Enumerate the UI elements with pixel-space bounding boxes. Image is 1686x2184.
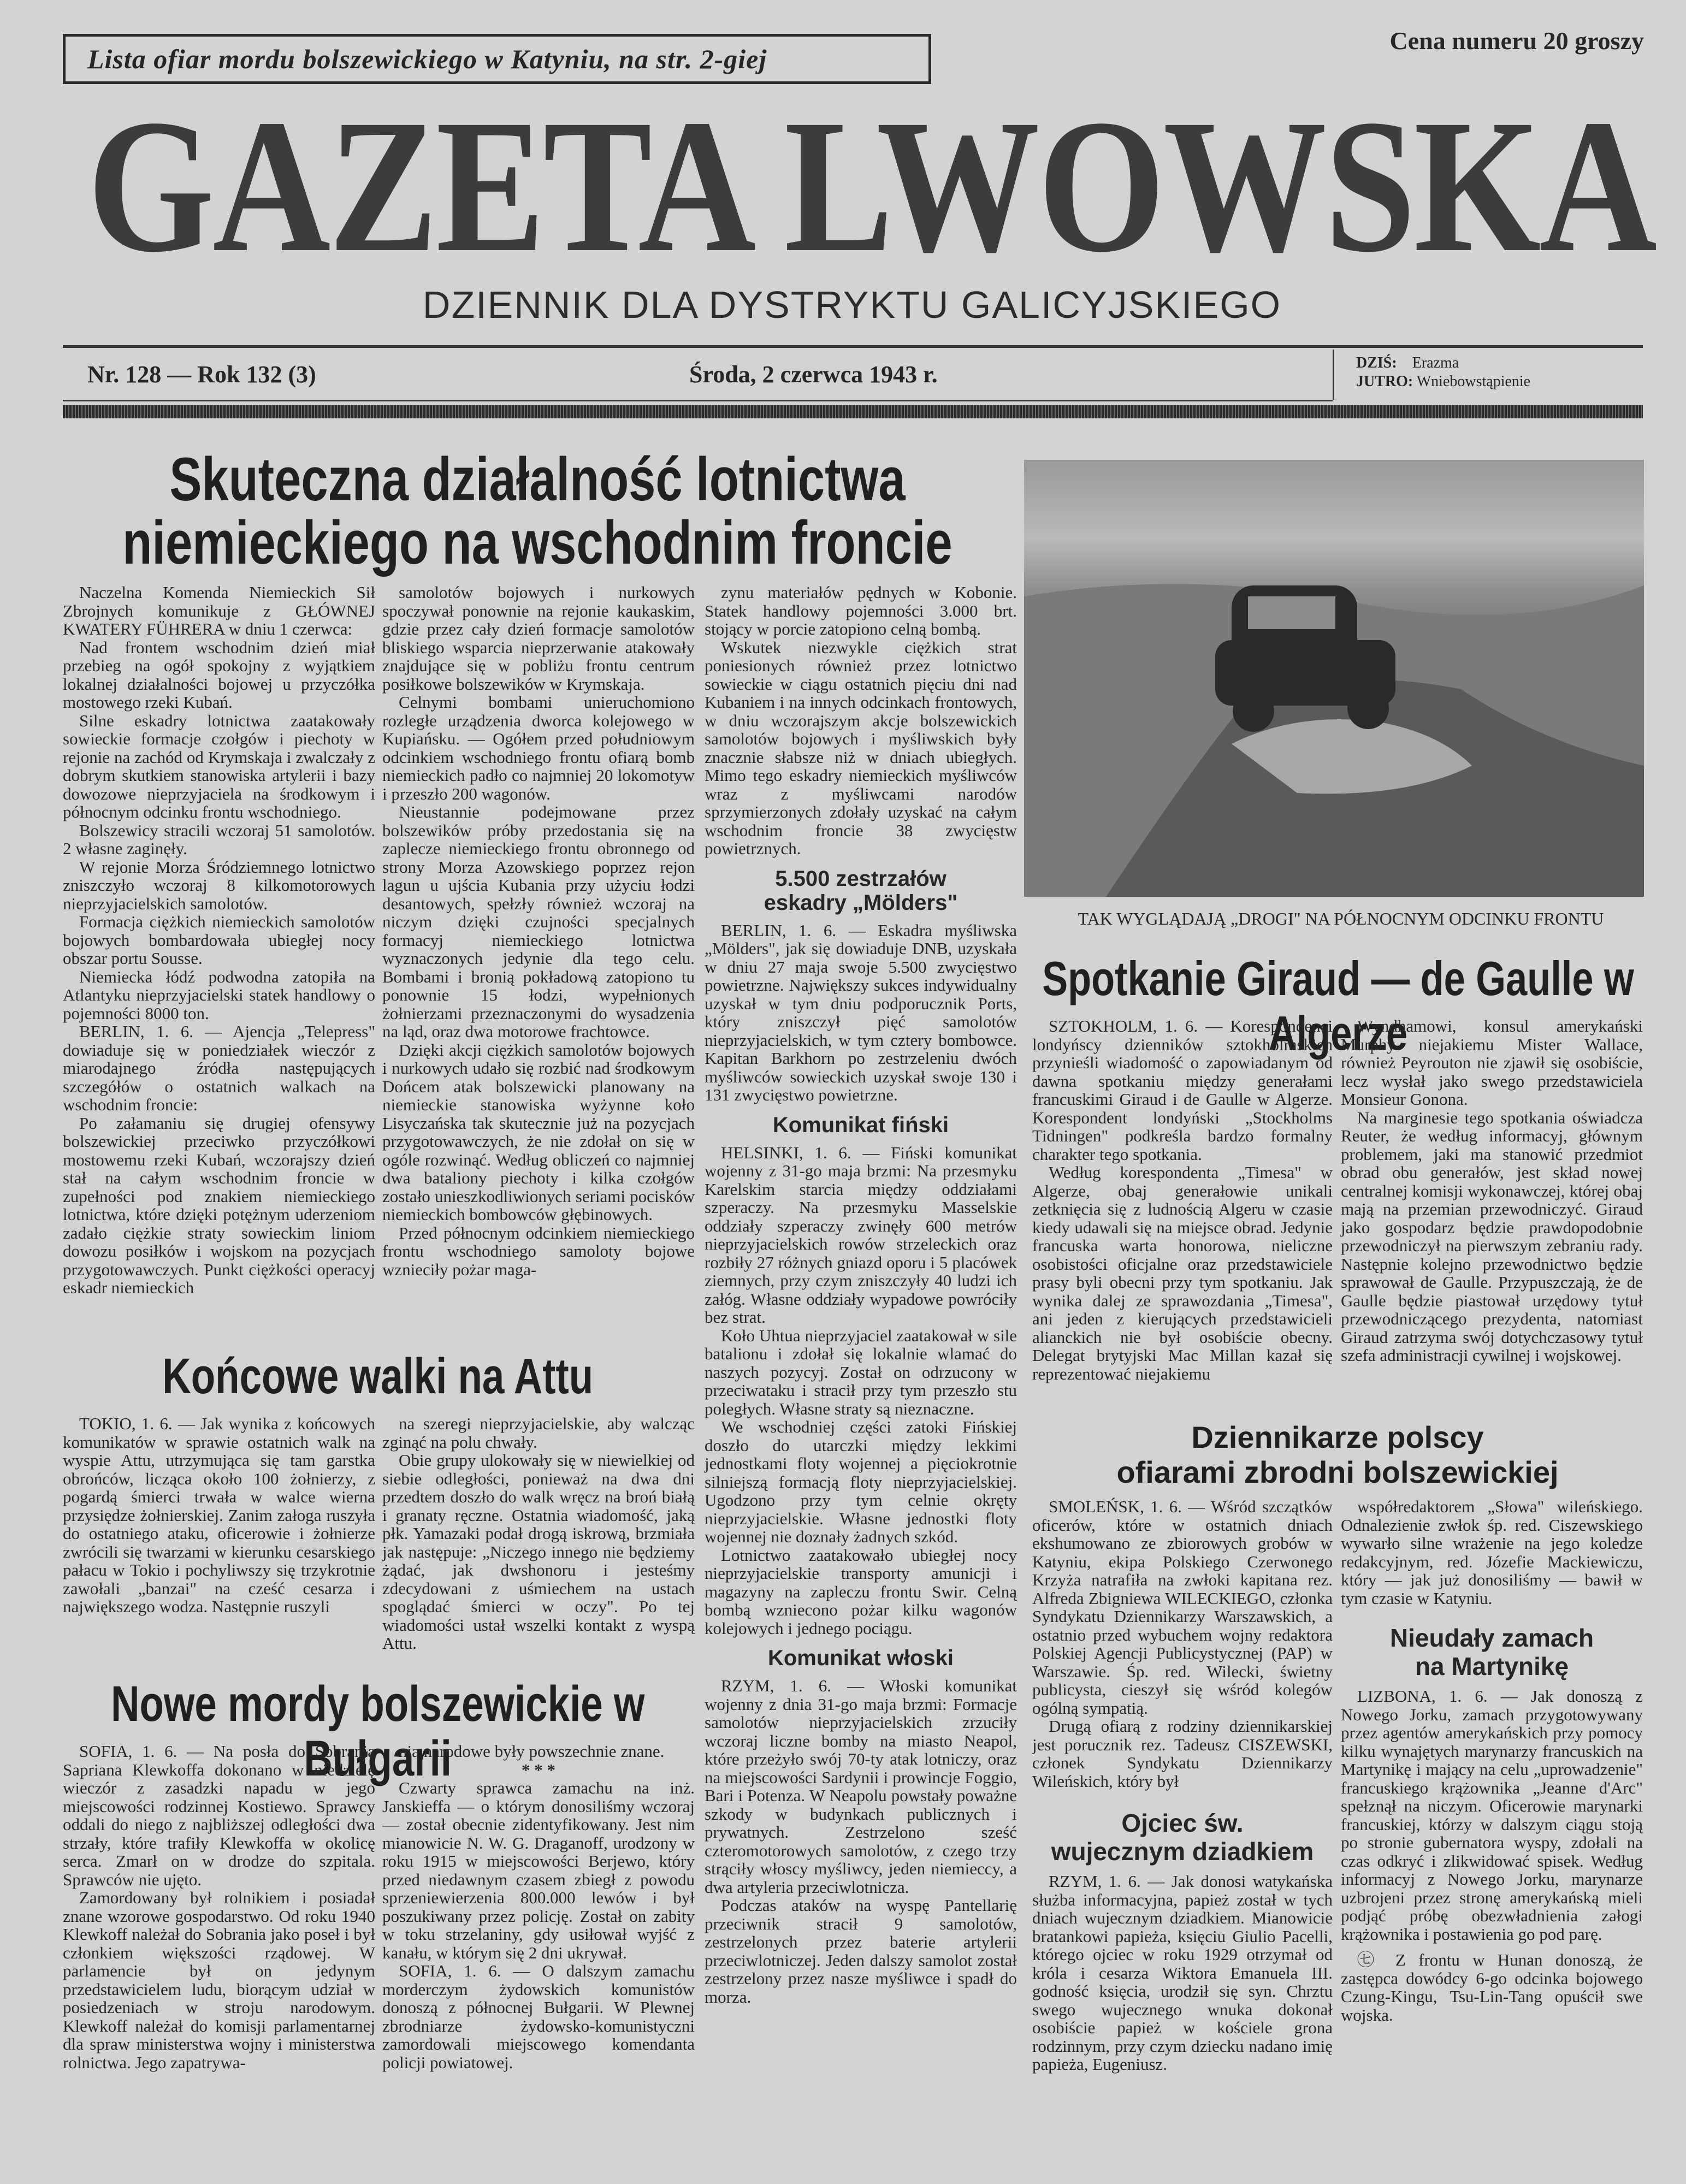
journalists-headline [1032, 1420, 1643, 1490]
paragraph: Przed północnym odcinkiem niemieckiego frontu wschodniego samoloty bojowe wznieciły pożar maga- [382, 1223, 695, 1279]
paragraph: RZYM, 1. 6. — Włoski komunikat wojenny z dnia 31-go maja brzmi: Formacje samolotów nieprzyjacielskich zrzuciły wczoraj liczne bomby na miasto Neapol, które przeżyło swój 70-ty atak lotniczy, oraz na miejscowości Sardynii i prowincje Foggio, Bari i Potenza. W Neapolu powstały poważne szkody w budynkach publicznych i prywatnych. Zestrzelono sześć czteromotorowych samolotów, z czego trzy strąciły włoscy myśliwcy, jeden niemieccy, a dwa artyleria przeciwlotnicza. [705, 1676, 1017, 1897]
finnish-text [705, 1144, 1017, 1638]
paragraph: Podczas ataków na wyspę Pantellarię przeciwnik stracił 9 samolotów, zestrzelonych przez baterie artylerii przeciwlotniczej. Jeden dalszy samolot został zestrzelony przez nasze myśliwce i spadł do morza. [705, 1896, 1017, 2007]
main-col-2 [382, 583, 695, 1279]
right-col-b [1341, 1498, 1643, 2024]
paragraph: Koło Uhtua nieprzyjaciel zaatakował w sile batalionu i zdołał się lokalnie wlamać do naszych pozycyj. Został on odrzucony w przeciwataku i stracił przy tym przeszło stu poległych. Własne straty są nieznaczne. [705, 1325, 1017, 1418]
headline-line: na Martynikę [1415, 1652, 1569, 1680]
headline-line: Ojciec św. [1121, 1809, 1244, 1837]
divider [63, 345, 1643, 348]
bulgaria-col-2 [382, 1742, 695, 2071]
today-saint: Erazma [1412, 354, 1459, 371]
divider [63, 400, 1333, 401]
paragraph: Drugą ofiarą z rodziny dziennikarskiej jest porucznik rez. Tadeusz CISZEWSKI, członek Syndykatu Dziennikarzy Wileńskich, który był [1032, 1717, 1333, 1791]
tomorrow-saint: Wniebowstąpienie [1416, 373, 1531, 390]
giraud-col-b [1341, 1017, 1643, 1365]
attu-headline: Końcowe walki na Attu [162, 1348, 594, 1404]
paragraph: BERLIN, 1. 6. — Eskadra myśliwska „Mölders", jak się dowiaduje DNB, uzyskała w dniu 27 maja swoje 5.500 zwycięstwo powietrzne. Największy sukces indywidualny uzyskał w tym dniu podporucznik Ports, który zniszczył pięć samolotów nieprzyjacielskich, w tym cztery bombowce. Kapitan Barkhorn po zestrzeleniu dwóch myśliwców sowieckich uzyskał swoje 130 i 131 zwycięstwo powietrzne. [705, 920, 1017, 1104]
bulgaria-col-1 [63, 1742, 375, 2071]
attu-col-2 [382, 1414, 695, 1653]
pope-headline [1032, 1809, 1333, 1866]
right-col-a [1032, 1498, 1333, 2074]
saints-box [1333, 350, 1643, 400]
issue-number: Nr. 128 — Rok 132 (3) [87, 361, 316, 388]
masthead-subtitle: DZIENNIK DLA DYSTRYKTU GALICYJSKIEGO [422, 283, 1282, 326]
paragraph: Nad frontem wschodnim dzień miał przebieg na ogół spokojny z wyjątkiem lokalnej działalności bojowej u przyczółka mostowego rzeki Kubań. [63, 637, 375, 712]
paragraph: SOFIA, 1. 6. — Na posła do Sobrania Sapriana Klewkoffa dokonano w niedzielę wieczór z zasadzki napadu w jego miejscowości rodzinnej Kostiewo. Sprawcy oddali do niego z najbliższej odległości dwa strzały, które trafiły Klewkoffa w okolicę serca. Zmarł on w drodze do szpitala. Sprawców nie ujęto. [63, 1742, 375, 1889]
issue-date: Środa, 2 czerwca 1943 r. [689, 361, 938, 388]
news-symbol-icon: ㊆ [1357, 1950, 1383, 1969]
journalists-text [1341, 1498, 1643, 1607]
hunan-text: Z frontu w Hunan donoszą, że zastępca dowódcy 6-go odcinka bojowego Czung-Kingu, Tsu-Lin-Tang opuścił swe wojska. [1341, 1950, 1643, 2025]
paragraph: SOFIA, 1. 6. — O dalszym zamachu morderczym żydowskich komunistów donoszą z północnej Bułgarii. W Plewnej zbrodniarze żydowsko-komunistyczni zamordowali miejscowego komendanta policji powiatowej. [382, 1961, 695, 2072]
separator: * * * [522, 1760, 555, 1779]
paragraph: Lotnictwo zaatakowało ubiegłej nocy nieprzyjacielskie transporty amunicji i magazyny na zapleczu frontu Swir. Celną bombą wzniecono pożar kilku wagonów kolejowych i jednego pociągu. [705, 1545, 1017, 1638]
paragraph: Formacja ciężkich niemieckich samolotów bojowych bombardowała ubiegłej nocy obszar portu Sousse. [63, 912, 375, 968]
headline-line: wujecznym dziadkiem [1051, 1837, 1314, 1866]
paragraph: TOKIO, 1. 6. — Jak wynika z końcowych komunikatów w sprawie ostatnich walk na wyspie Attu, utrzymująca się tam garstka obrońców, licząca około 100 żołnierzy, z pogardą śmierci trwała w walce wierna przysiędze żołnierskiej. Zanim załoga ruszyła do ostatniego ataku, oficerowie i żołnierze zwrócili się twarzami w kierunku cesarskiego pałacu w Tokio i pochyliwszy się trzykrotnie zawołali „banzai" na cześć cesarza i największego wodza. Następnie ruszyli [63, 1414, 375, 1616]
paragraph: Zamordowany był rolnikiem i posiadał znane wzorowe gospodarstwo. Od roku 1940 Klewkoff należał do Sobrania jako poseł i był członkiem większości rządowej. W parlamencie był on jedynym przedstawicielem ludu, biorącym udział w posiedzeniach w stroju narodowym. Klewkoff należał do komisji parlamentarnej dla spraw ministerstwa wojny i ministerstwa rolnictwa. Jego zapatrywa- [63, 1888, 375, 2072]
heavy-rule [63, 405, 1643, 418]
pope-text [1032, 1872, 1333, 2074]
paragraph: HELSINKI, 1. 6. — Fiński komunikat wojenny z 31-go maja brzmi: Na przesmyku Karelskim starcia między oddziałami szperaczy. Na przesmyku Masselskie oddziały szperaczy zwinęły 600 metrów nieprzyjacielskich rowów strzeleckich oraz rozbiły 27 różnych gniazd oporu i 5 placówek ziemnych, przy czym zniszczyły 40 ludzi ich załóg. Własne oddziały wypadowe powróciły bez strat. [705, 1143, 1017, 1327]
subhead-line: eskadry „Mölders" [764, 890, 958, 915]
muddy-road-car-image [1024, 460, 1644, 897]
finnish-subhead: Komunikat fiński [772, 1112, 949, 1137]
giraud-col-a [1032, 1017, 1333, 1383]
issue-price: Cena numeru 20 groszy [1389, 27, 1644, 55]
paragraph: zynu materiałów pędnych w Kobonie. Statek handlowy pojemności 3.000 brt. stojący w porcie zatopiono celną bombą. [705, 583, 1017, 638]
paragraph: na szeregi nieprzyjacielskie, aby walcząc zginąć na polu chwały. [382, 1414, 695, 1452]
main-col-3 [705, 583, 1017, 2006]
paragraph: Wskutek niezwykle ciężkich strat poniesionych również przez lotnictwo sowieckie w ciągu ostatnich pięciu dni nad Kubaniem i na innych odcinkach frontowych, w dniu wczorajszym akcje bolszewickich samolotów bojowych i myśliwskich były znacznie słabsze niż w dniach ubiegłych. Mimo tego eskadry niemieckich myśliwców wraz z myśliwcami narodów sprzymierzonych zdołały uzyskać na całym wschodnim froncie 38 zwycięstw powietrznych. [705, 637, 1017, 858]
paragraph: SZTOKHOLM, 1. 6. — Korespondenci londyńscy dzienników sztokholmskich przynieśli wiadomość o zapowiadanym od dawna spotkaniu między generałami francuskimi Giraud i de Gaulle w Algerze. Korespondent londyński „Stockholms Tidningen" podkreśla bardzo formalny charakter tego spotkania. [1032, 1016, 1333, 1164]
paragraph: Obie grupy ulokowały się w niewielkiej od siebie odległości, ponieważ na dwa dni przedtem doszło do walk wręcz na broń białą i granaty ręczne. Ostatnia wiadomość, jaką płk. Yamazaki podał drogą iskrową, brzmiała jak następuje: „Niczego innego nie będziemy żądać, jak dwshonoru i jesteśmy zdecydowani z uśmiechem na ustach spoglądać śmierci w oczy". Po tej wiadomości ustał wszelki kontakt z wyspą Attu. [382, 1451, 695, 1653]
paragraph: Na marginesie tego spotkania oświadcza Reuter, że według informacyj, głównym problemem, jaki ma stanowić przedmiot obrad obu generałów, jest skład nowej centralnej komisji wykonawczej, której obaj mają na przemian przewodniczyć. Giraud jako gospodarz będzie prawdopodobnie przewodniczył na pierwszym zebraniu rady. Następnie kolejno przewodnictwo będzie sprawował de Gaulle. Przypuszczają, że de Gaulle będzie piastował urzędowy tytuł przewodniczącego prezydenta, natomiast Giraud zatrzyma swój dotychczasowy tytuł szefa administracji cywilnej i wojskowej. [1341, 1108, 1643, 1365]
paragraph: Niemiecka łódź podwodna zatopiła na Atlantyku nieprzyjacielski statek handlowy o pojemności 8000 ton. [63, 967, 375, 1023]
paragraph: Nieustannie podejmowane przez bolszewików próby przedostania się na zaplecze niemieckiego frontu obronnego od strony Morza Azowskiego poprzez rejon lagun u ujścia Kubania przy użyciu łodzi desantowych, spełzły również wczoraj na niczym dzięki czujności specjalnych formacyj niemieckiego lotnictwa wyznaczonych jedynie dla tego celu. Bombami i bronią pokładową zatopiono tu ponownie 15 łodzi, wypełnionych żołnierzami przeznaczonymi do wysadzenia na ląd, oraz dwa motorowe frachtowce. [382, 802, 695, 1041]
martinique-headline [1341, 1624, 1643, 1680]
paragraph: W rejonie Morza Śródziemnego lotnictwo zniszczyło wczoraj 8 kilkomotorowych nieprzyjacielskich samolotów. [63, 857, 375, 913]
today-label: DZIŚ: [1356, 354, 1397, 371]
subhead-line: 5.500 zestrzałów [775, 866, 946, 891]
katyn-notice-box [63, 34, 931, 84]
paragraph: Wyndhamowi, konsul amerykański Murphy niejakiemu Mister Wallace, również Peyrouton nie zjawił się osobiście, lecz wysłał jako swego przedstawiciela Monsieur Gonona. [1341, 1016, 1643, 1109]
journalists-text [1032, 1498, 1333, 1790]
paragraph: LIZBONA, 1. 6. — Jak donoszą z Nowego Jorku, zamach przygotowywany przez agentów amerykańskich przy pomocy kilku wynajętych marynarzy francuskich na Martynikę i mający na celu „uprowadzenie" francuskiego krążownika „Jeanne d'Arc" spełznął na niczym. Oficerowie marynarki francuskiej, którzy w dalszym ciągu stoją po stronie gubernatora wyspy, zdołali na czas odkryć i zlikwidować spisek. Według informacyj z Nowego Jorku, marynarze uzbrojeni przez stronę amerykańską mieli podjąć próbę obezwładnienia załogi krążownika i postawienia go pod parę. [1341, 1686, 1643, 1944]
masthead-title: GAZETA LWOWSKA [87, 80, 1655, 292]
main-col-1 [63, 583, 375, 1297]
paragraph: nia narodowe były powszechnie znane. [399, 1742, 665, 1761]
paragraph: We wschodniej części zatoki Fińskiej doszło do utarczki między lekkimi jednostkami floty wojennej a pięciokrotnie silniejszą formacją floty nieprzyjacielskiej. Ugodzono przy tym celnie okręty nieprzyjacielskie. Własne jednostki floty wojennej nie doznały żadnych szkód. [705, 1417, 1017, 1546]
molders-text [705, 921, 1017, 1104]
molders-subhead [705, 867, 1017, 915]
paragraph: Czwarty sprawca zamachu na inż. Janskieffa — o którym donosiliśmy wczoraj — został obecnie zidentyfikowany. Jest nim mianowicie N. W. G. Draganoff, urodzony w roku 1915 w miejscowości Berjewo, który przed niedawnym czasem zbiegł z powodu sprzeniewierzenia 800.000 lewów i był poszukiwany przez policję. Został on zabity w toku strzelaniny, gdy usiłował wyjść z kanału, w którym się 2 dni ukrywał. [382, 1778, 695, 1962]
paragraph: RZYM, 1. 6. — Jak donosi watykańska służba informacyjna, papież został w tych dniach wujecznym dziadkiem. Mianowicie bratankowi papieża, księciu Giulio Pacelli, którego ojciec w roku 1929 otrzymał od króla i cesarza Wiktora Emanuela III. godność księcia, urodził się syn. Chrztu swego wujecznego wnuka dokonał osobiście papież w kościele grona rodzinnym, przy czym dziecku nadano imię papieża, Eugeniusz. [1032, 1872, 1333, 2074]
headline-line: ofiarami zbrodni bolszewickiej [1116, 1455, 1559, 1489]
paragraph: współredaktorem „Słowa" wileńskiego. Odnalezienie zwłok śp. red. Ciszewskiego wywarło silne wrażenie na jego koledze redakcyjnym, red. Józefie Mackiewiczu, który — jak już donosiliśmy — bawił w tym czasie w Katyniu. [1341, 1497, 1643, 1608]
paragraph: SMOLEŃSK, 1. 6. — Wśród szczątków oficerów, które w ostatnich dniach ekshumowano ze zbiorowych grobów w Katyniu, ekipa Polskiego Czerwonego Krzyża natrafiła na zwłoki kapitana rez. Alfreda Zbigniewa WILECKIEGO, członka Syndykatu Dziennikarzy Warszawskich, a ostatnio przed wybuchem wojny redaktora Polskiej Agencji Publicystycznej (PAP) w Warszawie. Śp. red. Wilecki, świetny publicysta, cieszył się wśród kolegów ogólną sympatią. [1032, 1497, 1333, 1718]
front-road-photo [1024, 460, 1644, 897]
paragraph: BERLIN, 1. 6. — Ajencja „Telepress" dowiaduje się w poniedziałek wieczór z miarodajnego źródła następujących szczegółów o ostatnich walkach na wschodnim froncie: [63, 1022, 375, 1114]
paragraph: Naczelna Komenda Niemieckich Sił Zbrojnych komunikuje z GŁÓWNEJ KWATERY FÜHRERA w dniu 1 czerwca: [63, 583, 375, 638]
katyn-notice: Lista ofiar mordu bolszewickiego w Katyniu, na str. 2-giej [87, 44, 767, 74]
paragraph: Bolszewicy stracili wczoraj 51 samolotów. 2 własne zaginęły. [63, 820, 375, 858]
paragraph: Silne eskadry lotnictwa zaatakowały sowieckie formacje czołgów i piechoty w rejonie na zachód od Krymskaja i zwalczały z dobrym skutkiem stanowiska artylerii i bazy dowozowe nieprzyjaciela na środkowym i północnym odcinku frontu wschodniego. [63, 711, 375, 821]
paragraph: Celnymi bombami unieruchomiono rozległe urządzenia dworca kolejowego w Kupiańsku. — Ogółem przed południowym odcinkiem wschodniego frontu ofiarą bomb niemieckich padło co najmniej 20 lokomotyw i przeszło 200 wagonów. [382, 693, 695, 803]
main-headline-line: niemieckiego na wschodnim froncie [122, 508, 953, 577]
bulgaria-headline: Nowe mordy bolszewickie w Bułgarii [110, 1676, 645, 1786]
attu-col-1 [63, 1414, 375, 1616]
main-col-3-text [705, 583, 1017, 858]
main-headline [63, 445, 1012, 577]
headline-line: Nieudały zamach [1389, 1624, 1594, 1652]
paragraph: Dzięki akcji ciężkich samolotów bojowych i nurkowych udało się rozbić nad środkowym Dońcem atak bolszewicki planowany na niemieckie stanowiska wyżynne koło Lisyczańska tak skutecznie już na pozycjach przygotowawczych, że nie zdołał on się w ogóle rozwinąć. Według obliczeń co najmniej dwa bataliony piechoty i kilka czołgów zostało unieszkodliwionych seriami pocisków niemieckich bombowców głębinowych. [382, 1040, 695, 1224]
paragraph: Po załamaniu się drugiej ofensywy bolszewickiej przeciwko przyczółkowi mostowemu rzeki Kubań, wczorajszy dzień stał na całym wschodnim froncie w zupełności pod znakiem niemieckiego lotnictwa, które dzięki potężnym uderzeniom zadało ciężkie straty sowieckim liniom dowozu posiłków i wojskom na pozycjach przygotowawczych. Punkt ciężkości operacyj eskadr niemieckich [63, 1113, 375, 1297]
headline-line: Dziennikarze polscy [1191, 1420, 1484, 1454]
paragraph: samolotów bojowych i nurkowych spoczywał ponownie na rejonie kaukaskim, gdzie przez cały dzień formacje samolotów bliskiego wsparcia nieprzerwanie atakowały znajdujące się w pobliżu frontu centrum posiłkowe bolszewików w Krymskaja. [382, 583, 695, 694]
bulgaria-text [382, 1742, 695, 1761]
hunan-note [1341, 1951, 1643, 2024]
paragraph: Według korespondenta „Timesa" w Algerze, obaj generałowie unikali zetknięcia się z ludnością Algeru w czasie kiedy udawali się na miejsce obrad. Jedynie francuska warta honorowa, nieliczne osobistości oficjalne oraz przedstawiciele prasy byli obecni przy tym spotkaniu. Jak wynika dalej ze sprawozdania „Timesa", ani jeden z kierujących przedstawicieli alianckich nie był osobiście obecny. Delegat brytyjski Mac Millan kazał się reprezentować niejakiemu [1032, 1163, 1333, 1383]
martinique-text [1341, 1687, 1643, 1943]
italian-subhead: Komunikat włoski [767, 1646, 954, 1670]
main-headline-line: Skuteczna działalność lotnictwa [169, 445, 906, 513]
photo-caption: TAK WYGLĄDAJĄ „DROGI" NA PÓŁNOCNYM ODCINKU FRONTU [1078, 909, 1604, 928]
bulgaria-text [382, 1779, 695, 2071]
tomorrow-label: JUTRO: [1356, 373, 1413, 390]
italian-text [705, 1677, 1017, 2006]
giraud-headline: Spotkanie Giraud — de Gaulle w Algerze [1042, 951, 1634, 1060]
